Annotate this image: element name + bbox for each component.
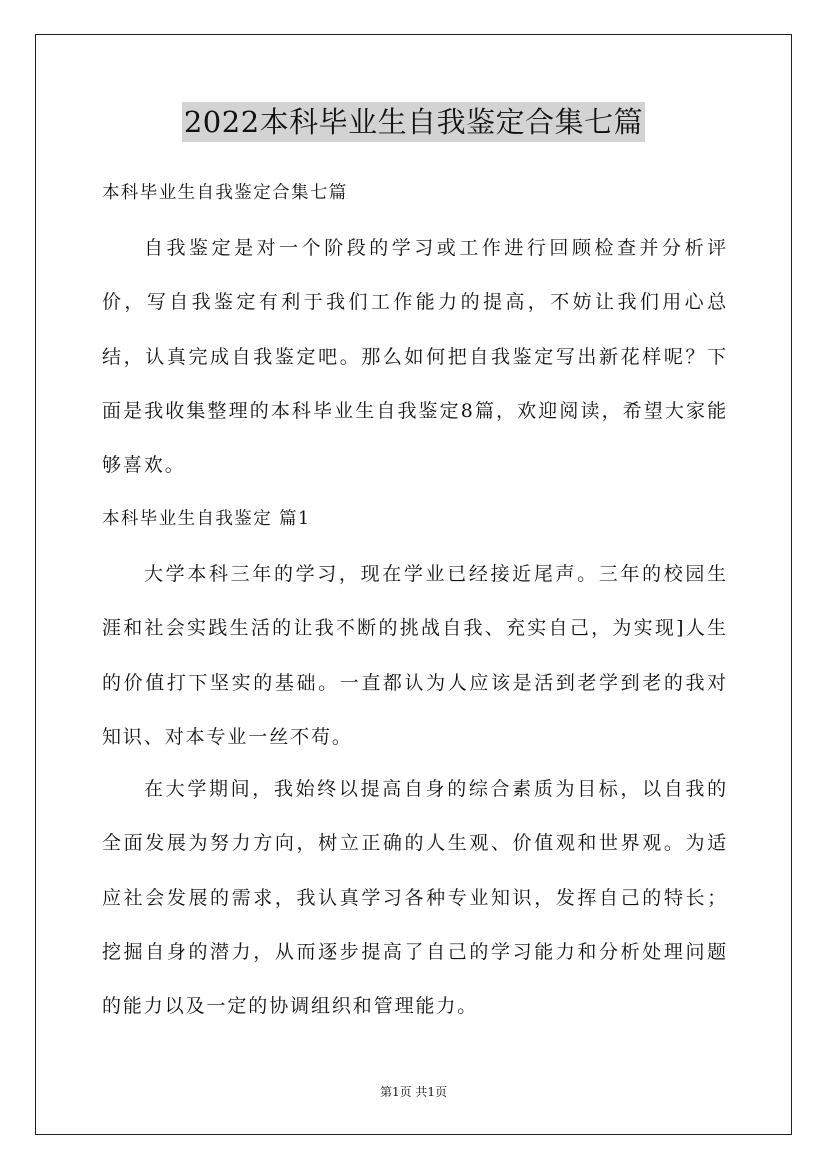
document-subtitle: 本科毕业生自我鉴定合集七篇 — [102, 183, 348, 203]
section-1-paragraph-2: 在大学期间，我始终以提高自身的综合素质为目标，以自我的全面发展为努力方向，树立正确的人生观、价值观和世界观。为适应社会发展的需求，我认真学习各种专业知识，发挥自己的特长；挖掘自身的潜力，从而逐步提高了自己的学习能力和分析处理问题的能力以及一定的协调组织和管理能力。 — [102, 778, 728, 1018]
document-title-text: 2022本科毕业生自我鉴定合集七篇 — [182, 102, 645, 142]
section-1-paragraph-1: 大学本科三年的学习，现在学业已经接近尾声。三年的校园生涯和社会实践生活的让我不断的挑战自我、充实自己，为实现]人生的价值打下坚实的基础。一直都认为人应该是活到老学到老的我对知识、对本专业一丝不苟。 — [102, 563, 728, 748]
document-title — [0, 102, 827, 142]
intro-paragraph: 自我鉴定是对一个阶段的学习或工作进行回顾检查并分析评价，写自我鉴定有利于我们工作能力的提高，不妨让我们用心总结，认真完成自我鉴定吧。那么如何把自我鉴定写出新花样呢？下面是我收集整理的本科毕业生自我鉴定8篇，欢迎阅读，希望大家能够喜欢。 — [102, 237, 728, 477]
section-heading-1: 本科毕业生自我鉴定 篇1 — [102, 509, 311, 529]
page-number: 第1页 共1页 — [379, 1085, 448, 1099]
